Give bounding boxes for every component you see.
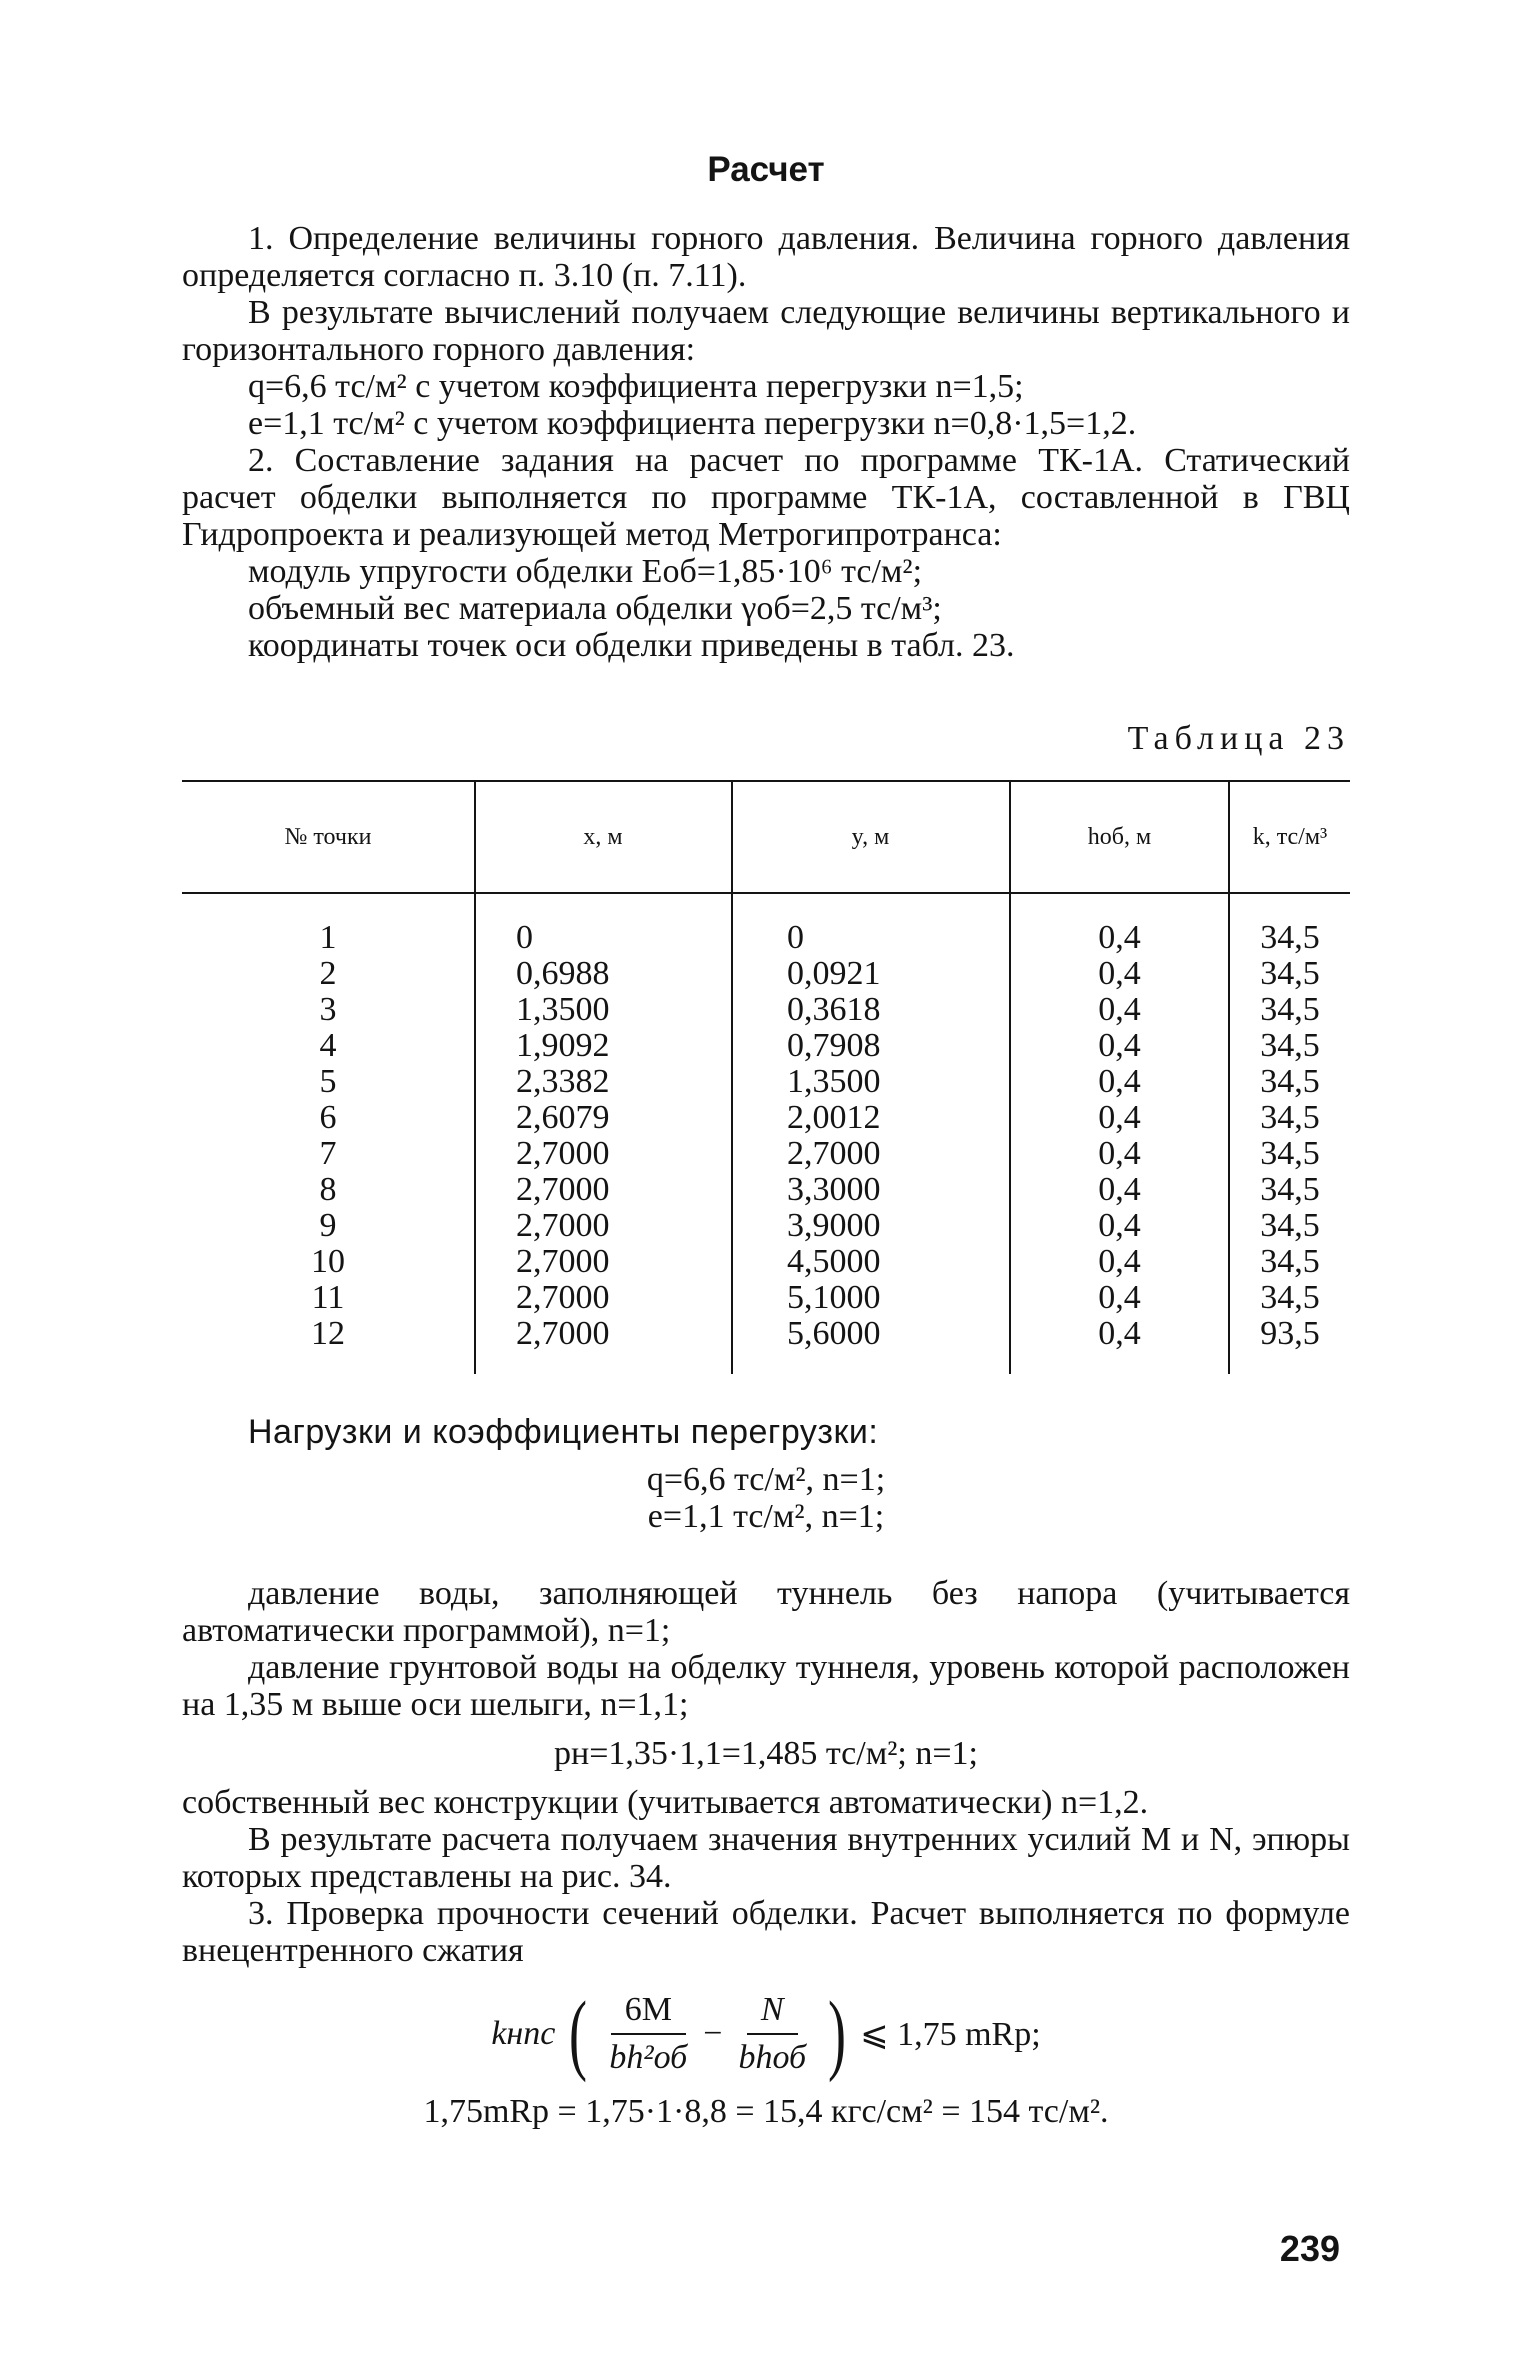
fraction-2-numerator: N <box>747 1991 798 2035</box>
cell-k: 34,5 <box>1229 956 1350 992</box>
cell-x: 2,7000 <box>475 1316 732 1374</box>
table-row <box>182 1244 1350 1280</box>
cell-h: 0,4 <box>1010 1208 1229 1244</box>
cell-point: 8 <box>319 1171 337 1208</box>
cell-k: 34,5 <box>1229 1172 1350 1208</box>
cell-point: 11 <box>311 1279 345 1316</box>
formula-suffix: ⩽ 1,75 mRр; <box>860 2016 1041 2053</box>
cell-y: 0,7908 <box>732 1028 1010 1064</box>
cell-x: 2,7000 <box>475 1244 732 1280</box>
cell-point: 7 <box>319 1135 337 1172</box>
cell-h: 0,4 <box>1010 1064 1229 1100</box>
cell-k: 34,5 <box>1229 1208 1350 1244</box>
cell-x: 0,6988 <box>475 956 732 992</box>
cell-x: 2,6079 <box>475 1100 732 1136</box>
cell-point: 2 <box>319 955 337 992</box>
paragraph-weight: объемный вес материала обделки γоб=2,5 тс/м³; <box>248 590 942 627</box>
cell-x: 1,3500 <box>475 992 732 1028</box>
cell-h: 0,4 <box>1010 1136 1229 1172</box>
table-title: Таблица 23 <box>1127 720 1350 757</box>
cell-h: 0,4 <box>1010 1172 1229 1208</box>
table-row <box>182 893 1350 956</box>
fraction-2 <box>738 1991 806 2077</box>
cell-h: 0,4 <box>1010 1028 1229 1064</box>
cell-point: 3 <box>319 991 337 1028</box>
loads-e: e=1,1 тс/м², n=1; <box>647 1498 885 1535</box>
cell-y: 5,1000 <box>732 1280 1010 1316</box>
cell-point: 10 <box>311 1243 345 1280</box>
formula <box>491 1984 1041 2083</box>
header-x: x, м <box>475 781 732 893</box>
cell-y: 0 <box>732 893 1010 956</box>
loads-q: q=6,6 тс/м², n=1; <box>646 1461 886 1498</box>
table-row <box>182 992 1350 1028</box>
header-point: № точки <box>182 781 475 893</box>
formula-block <box>182 1984 1350 2083</box>
cell-y: 3,9000 <box>732 1208 1010 1244</box>
cell-h: 0,4 <box>1010 956 1229 992</box>
paragraph-2-task: 2. Составление задания на расчет по программе ТК-1А. Статический расчет обделки выполняется по программе ТК-1А, составленной в ГВЦ Гидропроекта и реализующей метод Метрогипротранса: <box>182 442 1350 553</box>
cell-k: 34,5 <box>1229 992 1350 1028</box>
page-content <box>182 150 1350 2130</box>
formula-prefix: kнnс <box>491 2015 556 2052</box>
header-y: y, м <box>732 781 1010 893</box>
paragraph-result: В результате расчета получаем значения внутренних усилий M и N, эпюры которых представлены на рис. 34. <box>182 1821 1350 1895</box>
table-header-row <box>182 781 1350 893</box>
paragraph-modulus: модуль упругости обделки Eоб=1,85·10⁶ тс/м²; <box>248 553 923 590</box>
paragraph-coords: координаты точек оси обделки приведены в табл. 23. <box>248 627 1015 664</box>
cell-k: 34,5 <box>1229 1064 1350 1100</box>
cell-x: 0 <box>475 893 732 956</box>
table-body <box>182 893 1350 1374</box>
cell-y: 1,3500 <box>732 1064 1010 1100</box>
cell-point: 1 <box>319 919 337 956</box>
fraction-1-numerator: 6M <box>611 1991 686 2035</box>
table-row <box>182 1136 1350 1172</box>
table-row <box>182 1064 1350 1100</box>
cell-k: 34,5 <box>1229 1028 1350 1064</box>
fraction-2-denominator: bhоб <box>738 2039 807 2076</box>
paragraph-1: 1. Определение величины горного давления. Величина горного давления определяется согласно п. 3.10 (п. 7.11). <box>182 220 1350 294</box>
cell-k: 34,5 <box>1229 1136 1350 1172</box>
table-row <box>182 1100 1350 1136</box>
pn-line: pн=1,35·1,1=1,485 тс/м²; n=1; <box>554 1735 978 1772</box>
table-row <box>182 1028 1350 1064</box>
cell-k: 34,5 <box>1229 1100 1350 1136</box>
cell-y: 5,6000 <box>732 1316 1010 1374</box>
cell-k: 34,5 <box>1229 1244 1350 1280</box>
paragraph-2: В результате вычислений получаем следующие величины вертикального и горизонтального горного давления: <box>182 294 1350 368</box>
paragraph-check: 3. Проверка прочности сечений обделки. Расчет выполняется по формуле внецентренного сжатия <box>182 1895 1350 1969</box>
cell-x: 2,7000 <box>475 1136 732 1172</box>
page-number: 239 <box>1279 2228 1340 2269</box>
cell-y: 2,0012 <box>732 1100 1010 1136</box>
formula-minus: − <box>703 2015 723 2052</box>
table-row <box>182 1316 1350 1374</box>
cell-h: 0,4 <box>1010 1100 1229 1136</box>
paragraph-e: e=1,1 тс/м² с учетом коэффициента перегрузки n=0,8·1,5=1,2. <box>248 405 1137 442</box>
cell-y: 4,5000 <box>732 1244 1010 1280</box>
cell-h: 0,4 <box>1010 992 1229 1028</box>
formula-result: 1,75mRр = 1,75·1·8,8 = 15,4 кгс/см² = 154 тс/м². <box>423 2093 1109 2130</box>
paragraph-groundwater: давление грунтовой воды на обделку туннеля, уровень которой расположен на 1,35 м выше оси шелыги, n=1,1; <box>182 1649 1350 1723</box>
table-row <box>182 1208 1350 1244</box>
loads-label: Нагрузки и коэффициенты перегрузки: <box>248 1413 879 1451</box>
cell-y: 3,3000 <box>732 1172 1010 1208</box>
fraction-1-denominator: bh²об <box>609 2039 688 2076</box>
header-k: k, тс/м³ <box>1229 781 1350 893</box>
cell-point: 5 <box>319 1063 337 1100</box>
paren-close: ) <box>828 1984 847 2083</box>
paragraph-water: давление воды, заполняющей туннель без напора (учитывается автоматически программой), n=1; <box>182 1575 1350 1649</box>
cell-point: 12 <box>311 1315 345 1352</box>
cell-h: 0,4 <box>1010 1280 1229 1316</box>
cell-y: 0,0921 <box>732 956 1010 992</box>
page-title: Расчет <box>707 150 825 189</box>
cell-h: 0,4 <box>1010 893 1229 956</box>
cell-point: 9 <box>319 1207 337 1244</box>
table-row <box>182 956 1350 992</box>
cell-h: 0,4 <box>1010 1244 1229 1280</box>
coordinates-table <box>182 780 1350 1374</box>
cell-point: 4 <box>319 1027 337 1064</box>
cell-x: 2,7000 <box>475 1172 732 1208</box>
paragraph-selfweight: собственный вес конструкции (учитывается автоматически) n=1,2. <box>182 1784 1149 1821</box>
cell-x: 2,7000 <box>475 1208 732 1244</box>
cell-x: 2,3382 <box>475 1064 732 1100</box>
cell-x: 1,9092 <box>475 1028 732 1064</box>
cell-y: 2,7000 <box>732 1136 1010 1172</box>
cell-h: 0,4 <box>1010 1316 1229 1374</box>
paragraph-q: q=6,6 тс/м² с учетом коэффициента перегрузки n=1,5; <box>248 368 1024 405</box>
cell-k: 34,5 <box>1229 1280 1350 1316</box>
table-row <box>182 1172 1350 1208</box>
table-row <box>182 1280 1350 1316</box>
cell-x: 2,7000 <box>475 1280 732 1316</box>
cell-k: 93,5 <box>1229 1316 1350 1374</box>
paren-open: ( <box>569 1984 588 2083</box>
fraction-1 <box>609 1991 687 2077</box>
cell-y: 0,3618 <box>732 992 1010 1028</box>
header-h: hоб, м <box>1010 781 1229 893</box>
cell-k: 34,5 <box>1229 893 1350 956</box>
cell-point: 6 <box>319 1099 337 1136</box>
